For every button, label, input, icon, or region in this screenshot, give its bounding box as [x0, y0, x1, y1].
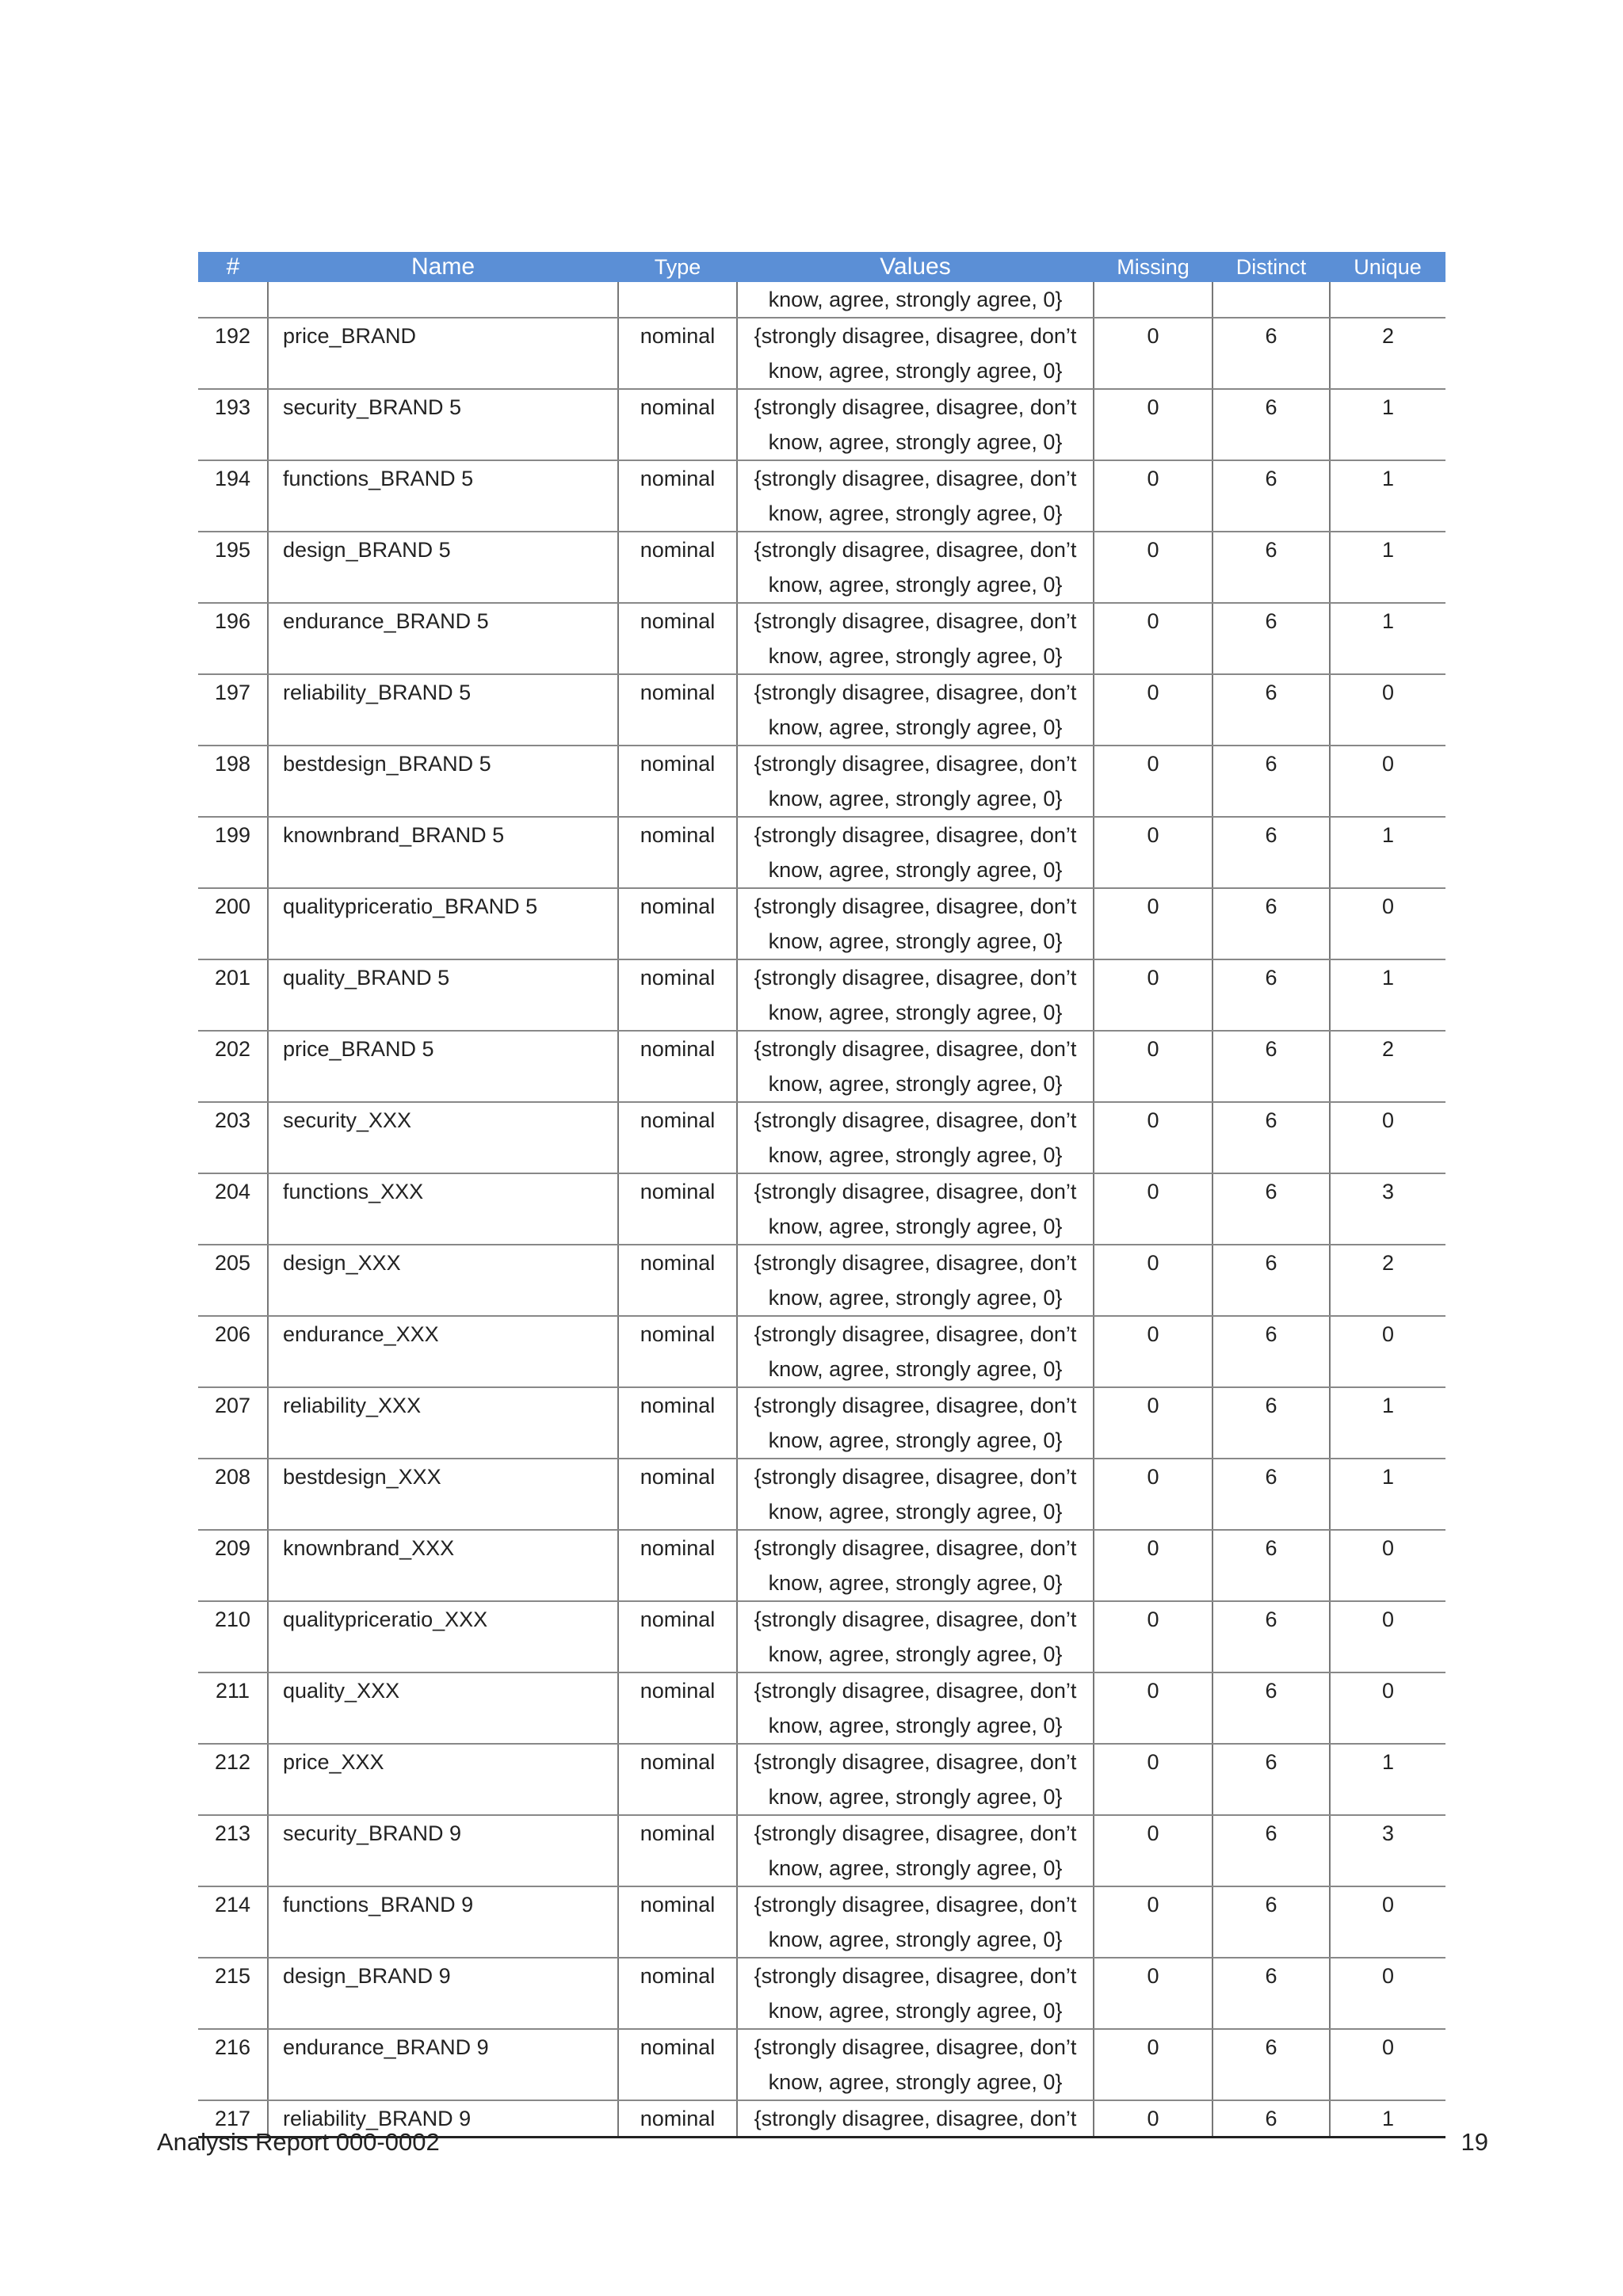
cell-name: qualitypriceratio_XXX [268, 1601, 618, 1672]
cell-name: reliability_BRAND 9 [268, 2100, 618, 2138]
cell-unique: 3 [1330, 1815, 1445, 1886]
cell-num: 217 [198, 2100, 268, 2138]
cell-name: design_BRAND 5 [268, 532, 618, 603]
table-row [198, 1102, 1445, 1173]
cell-values: {strongly disagree, disagree, don’t know, agree, strongly agree, 0} [737, 1958, 1094, 2029]
cell-name: security_XXX [268, 1102, 618, 1173]
table-row [198, 603, 1445, 674]
cell-unique: 1 [1330, 460, 1445, 532]
footer-report-title: Analysis Report 000-0002 [157, 2128, 440, 2156]
cell-missing: 0 [1094, 2100, 1212, 2138]
cell-num: 204 [198, 1173, 268, 1245]
cell-values: {strongly disagree, disagree, don’t know, agree, strongly agree, 0} [737, 817, 1094, 888]
cell-name: qualitypriceratio_BRAND 5 [268, 888, 618, 959]
header-name: Name [268, 252, 618, 282]
cell-values: {strongly disagree, disagree, don’t know, agree, strongly agree, 0} [737, 1387, 1094, 1459]
cell-unique: 1 [1330, 1744, 1445, 1815]
cell-distinct: 6 [1212, 532, 1330, 603]
cell-values: {strongly disagree, disagree, don’t know, agree, strongly agree, 0} [737, 674, 1094, 746]
cell-type: nominal [618, 460, 737, 532]
cell-type: nominal [618, 674, 737, 746]
cell-missing: 0 [1094, 959, 1212, 1031]
cell-type: nominal [618, 888, 737, 959]
cell-num: 212 [198, 1744, 268, 1815]
table-row [198, 746, 1445, 817]
cell-type: nominal [618, 817, 737, 888]
cell-unique: 2 [1330, 1245, 1445, 1316]
cell-distinct [1212, 282, 1330, 318]
cell-missing: 0 [1094, 1173, 1212, 1245]
cell-values: {strongly disagree, disagree, don’t know, agree, strongly agree, 0} [737, 318, 1094, 389]
cell-name: functions_BRAND 5 [268, 460, 618, 532]
cell-unique: 2 [1330, 318, 1445, 389]
cell-missing: 0 [1094, 1672, 1212, 1744]
cell-num: 195 [198, 532, 268, 603]
cell-missing: 0 [1094, 746, 1212, 817]
cell-type: nominal [618, 1245, 737, 1316]
cell-distinct: 6 [1212, 2029, 1330, 2100]
cell-missing: 0 [1094, 1316, 1212, 1387]
cell-unique: 1 [1330, 817, 1445, 888]
cell-name: design_XXX [268, 1245, 618, 1316]
footer-page-number: 19 [1461, 2128, 1488, 2156]
cell-unique: 0 [1330, 1316, 1445, 1387]
cell-type: nominal [618, 1958, 737, 2029]
cell-missing: 0 [1094, 1459, 1212, 1530]
cell-missing: 0 [1094, 1530, 1212, 1601]
cell-num: 206 [198, 1316, 268, 1387]
cell-values: {strongly disagree, disagree, don’t know, agree, strongly agree, 0} [737, 1102, 1094, 1173]
cell-values: {strongly disagree, disagree, don’t know, agree, strongly agree, 0} [737, 2029, 1094, 2100]
cell-name [268, 282, 618, 318]
cell-type: nominal [618, 318, 737, 389]
cell-type: nominal [618, 1459, 737, 1530]
cell-unique: 1 [1330, 1387, 1445, 1459]
cell-values: {strongly disagree, disagree, don’t [737, 2100, 1094, 2138]
cell-distinct: 6 [1212, 1672, 1330, 1744]
cell-values: {strongly disagree, disagree, don’t know, agree, strongly agree, 0} [737, 460, 1094, 532]
cell-name: knownbrand_BRAND 5 [268, 817, 618, 888]
cell-missing: 0 [1094, 1815, 1212, 1886]
table-row [198, 1672, 1445, 1744]
cell-distinct: 6 [1212, 1387, 1330, 1459]
cell-name: endurance_BRAND 9 [268, 2029, 618, 2100]
cell-missing: 0 [1094, 1387, 1212, 1459]
cell-values: know, agree, strongly agree, 0} [737, 282, 1094, 318]
cell-values: {strongly disagree, disagree, don’t know, agree, strongly agree, 0} [737, 1031, 1094, 1102]
cell-type: nominal [618, 1744, 737, 1815]
cell-type: nominal [618, 1316, 737, 1387]
cell-num: 192 [198, 318, 268, 389]
cell-missing: 0 [1094, 1031, 1212, 1102]
cell-unique: 1 [1330, 389, 1445, 460]
cell-name: functions_XXX [268, 1173, 618, 1245]
table-row [198, 817, 1445, 888]
cell-type: nominal [618, 389, 737, 460]
cell-name: quality_BRAND 5 [268, 959, 618, 1031]
cell-unique: 0 [1330, 1601, 1445, 1672]
header-distinct: Distinct [1212, 252, 1330, 282]
cell-distinct: 6 [1212, 817, 1330, 888]
cell-name: knownbrand_XXX [268, 1530, 618, 1601]
table-row [198, 532, 1445, 603]
cell-values: {strongly disagree, disagree, don’t know, agree, strongly agree, 0} [737, 1886, 1094, 1958]
table-row [198, 1530, 1445, 1601]
cell-distinct: 6 [1212, 1459, 1330, 1530]
table-row [198, 1958, 1445, 2029]
cell-type: nominal [618, 1815, 737, 1886]
cell-name: bestdesign_XXX [268, 1459, 618, 1530]
cell-num: 203 [198, 1102, 268, 1173]
cell-values: {strongly disagree, disagree, don’t know, agree, strongly agree, 0} [737, 746, 1094, 817]
cell-missing: 0 [1094, 1886, 1212, 1958]
table-row [198, 1459, 1445, 1530]
cell-unique: 1 [1330, 2100, 1445, 2138]
table-row [198, 1387, 1445, 1459]
cell-values: {strongly disagree, disagree, don’t know, agree, strongly agree, 0} [737, 1530, 1094, 1601]
cell-distinct: 6 [1212, 2100, 1330, 2138]
table-row [198, 674, 1445, 746]
cell-name: endurance_BRAND 5 [268, 603, 618, 674]
cell-type: nominal [618, 1102, 737, 1173]
cell-distinct: 6 [1212, 603, 1330, 674]
cell-values: {strongly disagree, disagree, don’t know, agree, strongly agree, 0} [737, 1459, 1094, 1530]
table-row [198, 888, 1445, 959]
table-row [198, 959, 1445, 1031]
cell-distinct: 6 [1212, 1744, 1330, 1815]
cell-num: 208 [198, 1459, 268, 1530]
table-row [198, 1601, 1445, 1672]
table-header-row [198, 252, 1445, 282]
cell-type: nominal [618, 532, 737, 603]
cell-distinct: 6 [1212, 318, 1330, 389]
cell-num [198, 282, 268, 318]
cell-num: 215 [198, 1958, 268, 2029]
cell-unique: 2 [1330, 1031, 1445, 1102]
cell-num: 210 [198, 1601, 268, 1672]
cell-unique: 0 [1330, 1958, 1445, 2029]
cell-type: nominal [618, 2100, 737, 2138]
cell-values: {strongly disagree, disagree, don’t know, agree, strongly agree, 0} [737, 1316, 1094, 1387]
cell-missing: 0 [1094, 2029, 1212, 2100]
cell-unique: 0 [1330, 888, 1445, 959]
header-values: Values [737, 252, 1094, 282]
cell-name: bestdesign_BRAND 5 [268, 746, 618, 817]
cell-num: 199 [198, 817, 268, 888]
cell-num: 193 [198, 389, 268, 460]
cell-missing: 0 [1094, 1744, 1212, 1815]
header-unique: Unique [1330, 252, 1445, 282]
cell-num: 201 [198, 959, 268, 1031]
cell-distinct: 6 [1212, 460, 1330, 532]
table-body [198, 282, 1445, 2138]
cell-num: 194 [198, 460, 268, 532]
table-row [198, 389, 1445, 460]
cell-values: {strongly disagree, disagree, don’t know, agree, strongly agree, 0} [737, 389, 1094, 460]
cell-name: security_BRAND 5 [268, 389, 618, 460]
cell-unique: 0 [1330, 1102, 1445, 1173]
cell-distinct: 6 [1212, 1886, 1330, 1958]
cell-unique: 0 [1330, 1672, 1445, 1744]
cell-values: {strongly disagree, disagree, don’t know, agree, strongly agree, 0} [737, 1815, 1094, 1886]
cell-unique: 1 [1330, 959, 1445, 1031]
cell-name: quality_XXX [268, 1672, 618, 1744]
cell-unique: 0 [1330, 1886, 1445, 1958]
cell-values: {strongly disagree, disagree, don’t know, agree, strongly agree, 0} [737, 1601, 1094, 1672]
cell-num: 205 [198, 1245, 268, 1316]
table-row [198, 1031, 1445, 1102]
cell-num: 200 [198, 888, 268, 959]
header-type: Type [618, 252, 737, 282]
table-row [198, 318, 1445, 389]
cell-values: {strongly disagree, disagree, don’t know, agree, strongly agree, 0} [737, 603, 1094, 674]
cell-type: nominal [618, 603, 737, 674]
cell-missing: 0 [1094, 674, 1212, 746]
cell-unique: 0 [1330, 746, 1445, 817]
cell-num: 202 [198, 1031, 268, 1102]
cell-num: 197 [198, 674, 268, 746]
cell-distinct: 6 [1212, 1601, 1330, 1672]
table-row [198, 1815, 1445, 1886]
table-row [198, 1744, 1445, 1815]
cell-unique: 1 [1330, 603, 1445, 674]
cell-values: {strongly disagree, disagree, don’t know, agree, strongly agree, 0} [737, 1245, 1094, 1316]
cell-distinct: 6 [1212, 1173, 1330, 1245]
cell-distinct: 6 [1212, 1530, 1330, 1601]
cell-name: endurance_XXX [268, 1316, 618, 1387]
cell-values: {strongly disagree, disagree, don’t know, agree, strongly agree, 0} [737, 532, 1094, 603]
cell-num: 207 [198, 1387, 268, 1459]
cell-unique [1330, 282, 1445, 318]
cell-distinct: 6 [1212, 1815, 1330, 1886]
cell-missing: 0 [1094, 817, 1212, 888]
cell-name: reliability_BRAND 5 [268, 674, 618, 746]
table-row [198, 1886, 1445, 1958]
cell-unique: 0 [1330, 2029, 1445, 2100]
cell-type: nominal [618, 959, 737, 1031]
cell-num: 209 [198, 1530, 268, 1601]
cell-distinct: 6 [1212, 1316, 1330, 1387]
cell-distinct: 6 [1212, 1245, 1330, 1316]
cell-missing: 0 [1094, 1102, 1212, 1173]
header-num: # [198, 252, 268, 282]
cell-type: nominal [618, 1387, 737, 1459]
cell-values: {strongly disagree, disagree, don’t know, agree, strongly agree, 0} [737, 959, 1094, 1031]
cell-name: price_BRAND [268, 318, 618, 389]
cell-type: nominal [618, 1601, 737, 1672]
cell-unique: 3 [1330, 1173, 1445, 1245]
cell-distinct: 6 [1212, 674, 1330, 746]
cell-name: design_BRAND 9 [268, 1958, 618, 2029]
cell-missing [1094, 282, 1212, 318]
cell-type: nominal [618, 2029, 737, 2100]
cell-type [618, 282, 737, 318]
cell-values: {strongly disagree, disagree, don’t know, agree, strongly agree, 0} [737, 1672, 1094, 1744]
cell-values: {strongly disagree, disagree, don’t know, agree, strongly agree, 0} [737, 1173, 1094, 1245]
table-row [198, 1245, 1445, 1316]
cell-missing: 0 [1094, 1245, 1212, 1316]
table-row-continuation [198, 282, 1445, 318]
cell-missing: 0 [1094, 318, 1212, 389]
cell-type: nominal [618, 1886, 737, 1958]
cell-unique: 1 [1330, 532, 1445, 603]
cell-missing: 0 [1094, 532, 1212, 603]
cell-distinct: 6 [1212, 746, 1330, 817]
cell-unique: 0 [1330, 1530, 1445, 1601]
cell-name: functions_BRAND 9 [268, 1886, 618, 1958]
cell-num: 214 [198, 1886, 268, 1958]
cell-unique: 1 [1330, 1459, 1445, 1530]
cell-distinct: 6 [1212, 1102, 1330, 1173]
cell-num: 216 [198, 2029, 268, 2100]
table-row [198, 1173, 1445, 1245]
cell-num: 198 [198, 746, 268, 817]
cell-num: 196 [198, 603, 268, 674]
variables-table [198, 252, 1445, 2138]
cell-name: security_BRAND 9 [268, 1815, 618, 1886]
table-row [198, 2029, 1445, 2100]
cell-type: nominal [618, 746, 737, 817]
cell-distinct: 6 [1212, 959, 1330, 1031]
cell-missing: 0 [1094, 389, 1212, 460]
table-row [198, 460, 1445, 532]
cell-name: price_XXX [268, 1744, 618, 1815]
cell-type: nominal [618, 1031, 737, 1102]
cell-distinct: 6 [1212, 888, 1330, 959]
cell-distinct: 6 [1212, 389, 1330, 460]
cell-missing: 0 [1094, 603, 1212, 674]
cell-missing: 0 [1094, 1958, 1212, 2029]
cell-distinct: 6 [1212, 1958, 1330, 2029]
header-missing: Missing [1094, 252, 1212, 282]
cell-values: {strongly disagree, disagree, don’t know, agree, strongly agree, 0} [737, 888, 1094, 959]
cell-type: nominal [618, 1672, 737, 1744]
cell-name: price_BRAND 5 [268, 1031, 618, 1102]
cell-distinct: 6 [1212, 1031, 1330, 1102]
cell-unique: 0 [1330, 674, 1445, 746]
cell-type: nominal [618, 1173, 737, 1245]
cell-num: 211 [198, 1672, 268, 1744]
cell-type: nominal [618, 1530, 737, 1601]
cell-missing: 0 [1094, 888, 1212, 959]
table-row [198, 1316, 1445, 1387]
cell-missing: 0 [1094, 1601, 1212, 1672]
cell-name: reliability_XXX [268, 1387, 618, 1459]
cell-num: 213 [198, 1815, 268, 1886]
cell-values: {strongly disagree, disagree, don’t know, agree, strongly agree, 0} [737, 1744, 1094, 1815]
cell-missing: 0 [1094, 460, 1212, 532]
